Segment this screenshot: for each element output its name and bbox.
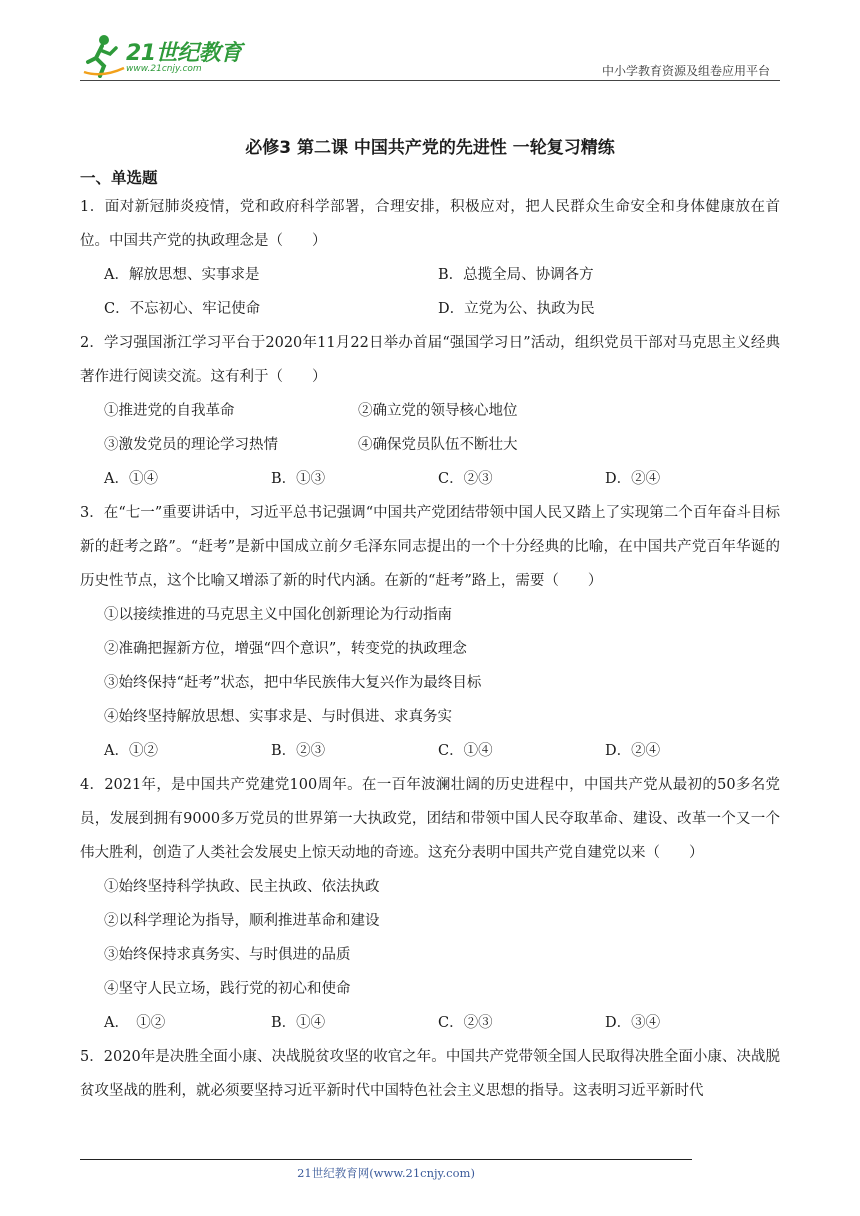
page-header bbox=[80, 30, 780, 82]
option-c: C．②③ bbox=[438, 1015, 493, 1031]
option-a: A．①④ bbox=[104, 471, 158, 487]
question-stem: 3．在“七一”重要讲话中，习近平总书记强调“中国共产党团结带领中国人民又踏上了实现第二个百年奋斗目标新的赶考之路”。“赶考”是新中国成立前夕毛泽东同志提出的一个十分经典的比喻，在中国共产党百年华诞的历史性节点，这个比喻又增添了新的时代内涵。在新的“赶考”路上，需要（ ） bbox=[80, 505, 780, 589]
option-row bbox=[80, 462, 780, 496]
footer-divider bbox=[80, 1159, 692, 1160]
header-platform-text: 中小学教育资源及组卷应用平台 bbox=[601, 64, 770, 78]
statement-3: ③激发党员的理论学习热情 bbox=[104, 437, 278, 453]
option-b: B．②③ bbox=[271, 743, 326, 759]
option-row bbox=[80, 258, 780, 292]
option-row bbox=[80, 1006, 780, 1040]
footer-text: 21世纪教育网(www.21cnjy.com) bbox=[297, 1166, 475, 1180]
runner-logo-icon bbox=[80, 32, 126, 78]
statement-4: ④坚守人民立场，践行党的初心和使命 bbox=[104, 981, 351, 997]
question-4 bbox=[80, 768, 780, 1040]
question-3 bbox=[80, 496, 780, 768]
option-c: C．②③ bbox=[438, 471, 493, 487]
option-d: D．②④ bbox=[605, 471, 661, 487]
statement-row bbox=[80, 394, 780, 428]
statement-3: ③始终保持“赶考”状态，把中华民族伟大复兴作为最终目标 bbox=[104, 675, 482, 691]
question-5 bbox=[80, 1040, 780, 1108]
section-heading: 一、单选题 bbox=[80, 169, 158, 187]
statement-4: ④始终坚持解放思想、实事求是、与时俱进、求真务实 bbox=[104, 709, 452, 725]
question-stem: 5．2020年是决胜全面小康、决战脱贫攻坚的收官之年。中国共产党带领全国人民取得决胜全面小康、决战脱贫攻坚战的胜利，就必须要坚持习近平新时代中国特色社会主义思想的指导。这表明习近平新时代 bbox=[80, 1049, 780, 1099]
statement-1: ①始终坚持科学执政、民主执政、依法执政 bbox=[104, 879, 380, 895]
option-d: D．立党为公、执政为民 bbox=[438, 301, 595, 317]
option-a: A．解放思想、实事求是 bbox=[104, 267, 260, 283]
statement-1: ①推进党的自我革命 bbox=[104, 403, 235, 419]
header-divider bbox=[80, 80, 780, 81]
logo bbox=[80, 30, 260, 80]
question-stem: 2．学习强国浙江学习平台于2020年11月22日举办首届“强国学习日”活动，组织党员干部对马克思主义经典著作进行阅读交流。这有利于（ ） bbox=[80, 335, 780, 385]
option-c: C．①④ bbox=[438, 743, 493, 759]
option-b: B．①③ bbox=[271, 471, 326, 487]
option-d: D．③④ bbox=[605, 1015, 661, 1031]
option-a: A．①② bbox=[104, 743, 158, 759]
statement-2: ②准确把握新方位，增强“四个意识”，转变党的执政理念 bbox=[104, 641, 467, 657]
statement-row bbox=[80, 428, 780, 462]
page-title: 必修3 第二课 中国共产党的先进性 一轮复习精练 bbox=[245, 138, 615, 158]
statement-1: ①以接续推进的马克思主义中国化创新理论为行动指南 bbox=[104, 607, 452, 623]
question-2 bbox=[80, 326, 780, 496]
statement-2: ②以科学理论为指导，顺利推进革命和建设 bbox=[104, 913, 380, 929]
statement-2: ②确立党的领导核心地位 bbox=[358, 403, 518, 419]
option-row bbox=[80, 734, 780, 768]
logo-text: 21世纪教育 bbox=[126, 41, 242, 66]
question-stem: 4．2021年，是中国共产党建党100周年。在一百年波澜壮阔的历史进程中，中国共产党从最初的50多名党员，发展到拥有9000多万党员的世界第一大执政党，团结和带领中国人民夺取革命、建设、改革一个又一个伟大胜利，创造了人类社会发展史上惊天动地的奇迹。这充分表明中国共产党自建党以来（ ） bbox=[80, 777, 780, 861]
question-stem: 1．面对新冠肺炎疫情，党和政府科学部署，合理安排，积极应对，把人民群众生命安全和身体健康放在首位。中国共产党的执政理念是（ ） bbox=[80, 199, 780, 249]
option-d: D．②④ bbox=[605, 743, 661, 759]
option-b: B．总揽全局、协调各方 bbox=[438, 267, 594, 283]
question-1 bbox=[80, 190, 780, 326]
option-c: C．不忘初心、牢记使命 bbox=[104, 301, 261, 317]
option-b: B．①④ bbox=[271, 1015, 326, 1031]
option-row bbox=[80, 292, 780, 326]
question-list bbox=[80, 190, 780, 1108]
statement-3: ③始终保持求真务实、与时俱进的品质 bbox=[104, 947, 351, 963]
logo-url: www.21cnjy.com bbox=[126, 64, 202, 74]
option-a: A． ①② bbox=[104, 1015, 166, 1031]
statement-4: ④确保党员队伍不断壮大 bbox=[358, 437, 518, 453]
